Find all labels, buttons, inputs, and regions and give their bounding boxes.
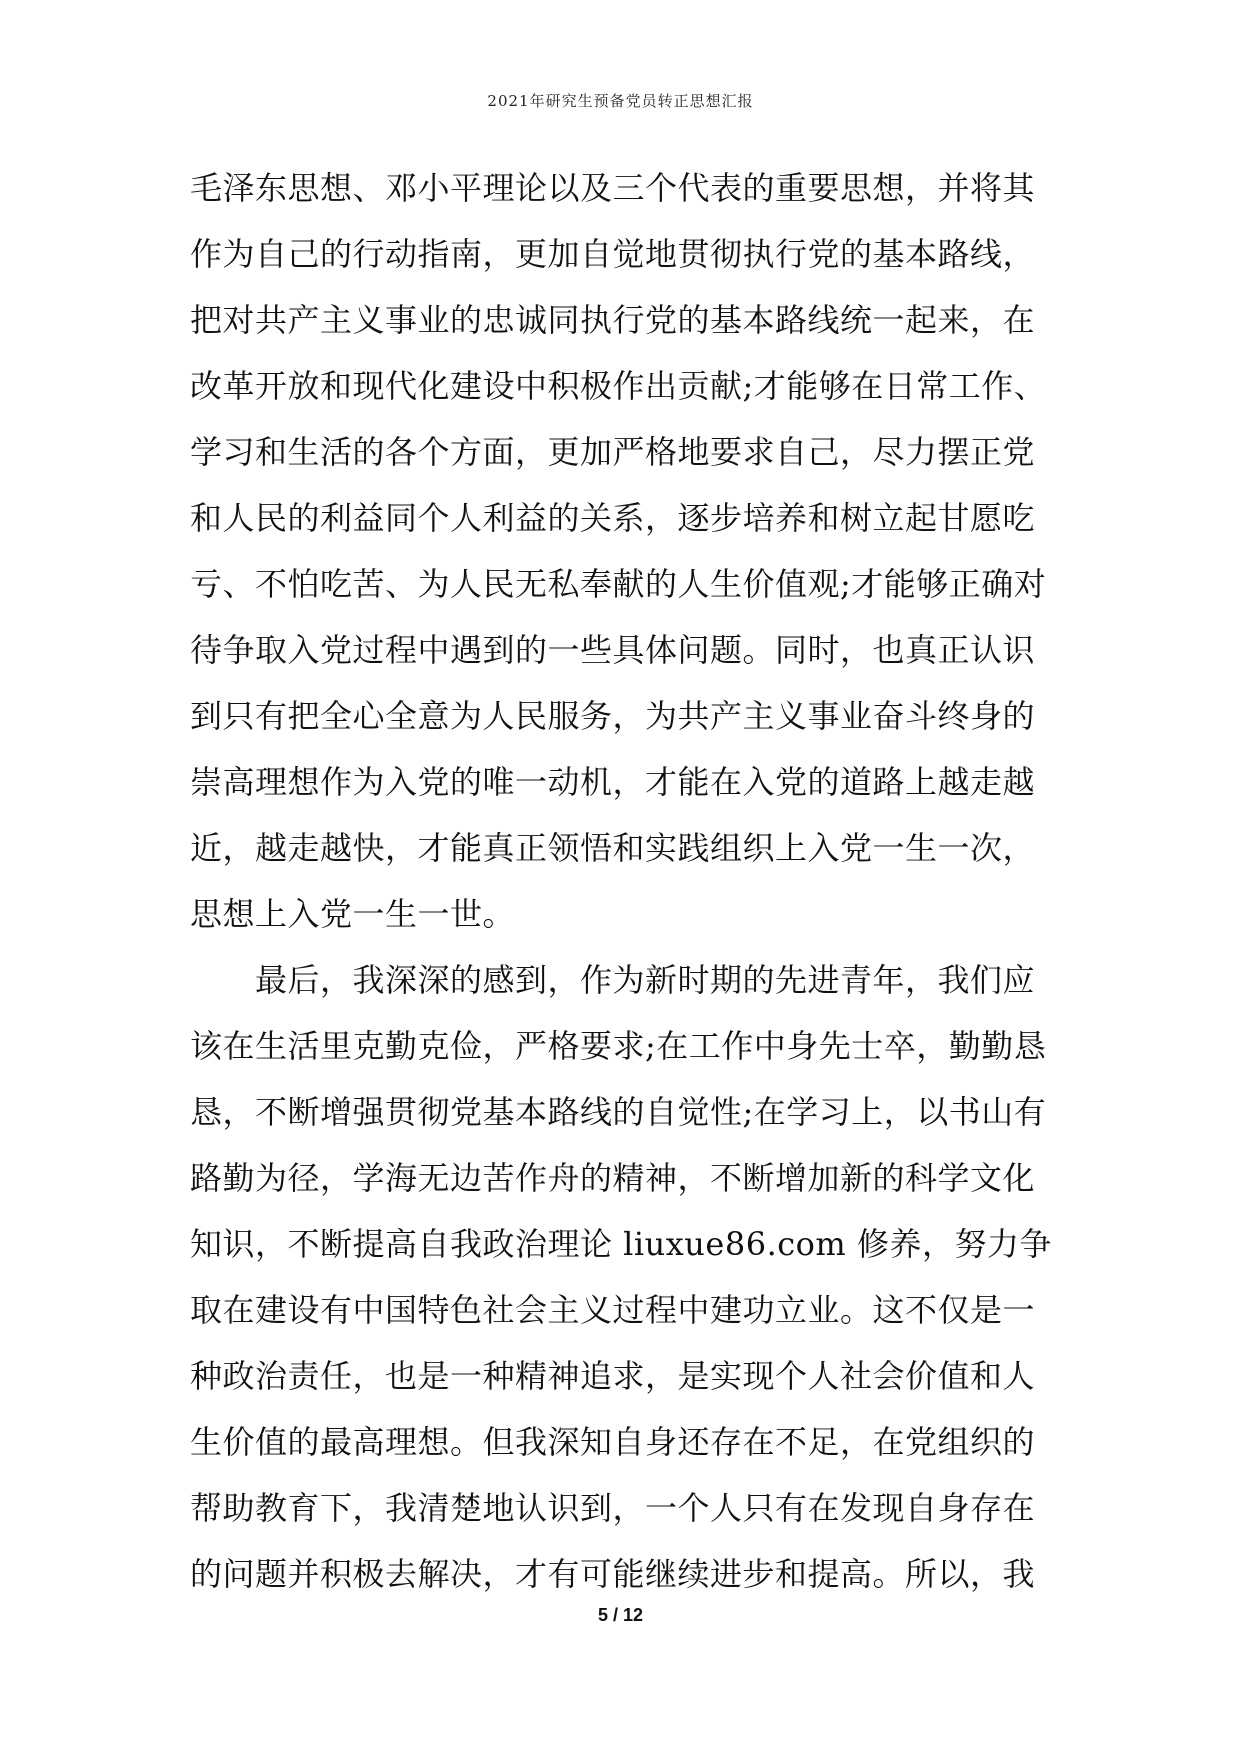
body-line: 最后，我深深的感到，作为新时期的先进青年，我们应 — [190, 961, 1036, 999]
body-line: 该在生活里克勤克俭，严格要求;在工作中身先士卒，勤勤恳 — [190, 1027, 1047, 1065]
body-line: 种政治责任，也是一种精神追求，是实现个人社会价值和人 — [190, 1357, 1036, 1395]
body-line: 崇高理想作为入党的唯一动机，才能在入党的道路上越走越 — [190, 763, 1036, 801]
body-line: 知识，不断提高自我政治理论 liuxue86.com 修养，努力争 — [190, 1225, 1052, 1263]
body-line: 到只有把全心全意为人民服务，为共产主义事业奋斗终身的 — [190, 697, 1036, 735]
body-line: 改革开放和现代化建设中积极作出贡献;才能够在日常工作、 — [190, 367, 1047, 405]
body-line: 近，越走越快，才能真正领悟和实践组织上入党一生一次， — [190, 829, 1036, 867]
body-line: 恳，不断增强贯彻党基本路线的自觉性;在学习上，以书山有 — [190, 1093, 1047, 1131]
body-line: 思想上入党一生一世。 — [190, 895, 516, 933]
body-line: 取在建设有中国特色社会主义过程中建功立业。这不仅是一 — [190, 1291, 1036, 1329]
body-line: 把对共产主义事业的忠诚同执行党的基本路线统一起来，在 — [190, 301, 1036, 339]
page-header-title: 2021年研究生预备党员转正思想汇报 — [487, 92, 754, 110]
body-line: 路勤为径，学海无边苦作舟的精神，不断增加新的科学文化 — [190, 1159, 1036, 1197]
body-line: 学习和生活的各个方面，更加严格地要求自己，尽力摆正党 — [190, 433, 1036, 471]
body-line: 和人民的利益同个人利益的关系，逐步培养和树立起甘愿吃 — [190, 499, 1036, 537]
body-line: 毛泽东思想、邓小平理论以及三个代表的重要思想，并将其 — [190, 169, 1036, 207]
body-line: 亏、不怕吃苦、为人民无私奉献的人生价值观;才能够正确对 — [190, 565, 1047, 603]
body-line: 帮助教育下，我清楚地认识到，一个人只有在发现自身存在 — [190, 1489, 1036, 1527]
body-line: 待争取入党过程中遇到的一些具体问题。同时，也真正认识 — [190, 631, 1036, 669]
page-number: 5 / 12 — [597, 1605, 644, 1625]
body-line: 作为自己的行动指南，更加自觉地贯彻执行党的基本路线， — [190, 235, 1036, 273]
body-line: 生价值的最高理想。但我深知自身还存在不足，在党组织的 — [190, 1423, 1036, 1461]
body-line: 的问题并积极去解决，才有可能继续进步和提高。所以，我 — [190, 1555, 1036, 1593]
document-body — [190, 155, 1052, 1607]
